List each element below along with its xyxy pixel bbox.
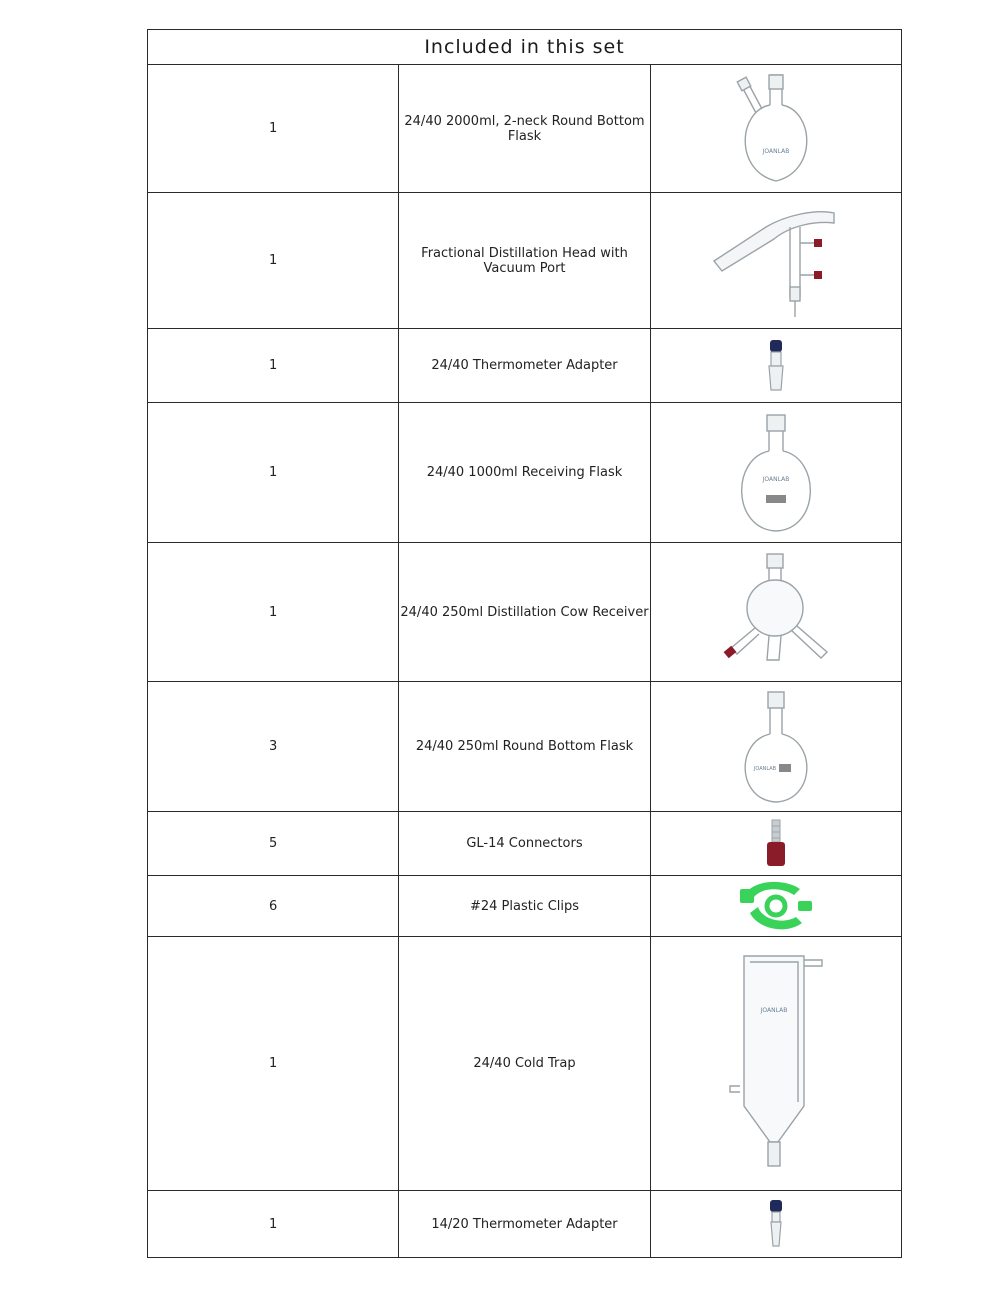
cold-trap-icon — [716, 946, 836, 1182]
item-image-cell — [650, 876, 901, 937]
table-header-row — [148, 30, 902, 65]
port-cap — [814, 239, 822, 247]
item-description: 24/40 Thermometer Adapter — [399, 329, 650, 403]
round-bottom-flask-icon — [731, 688, 821, 806]
brand-mark: JOANLAB — [762, 147, 790, 155]
plastic-clip-icon — [736, 879, 816, 933]
item-quantity: 1 — [148, 937, 399, 1191]
item-image-cell — [650, 193, 901, 329]
item-description: 24/40 250ml Distillation Cow Receiver — [399, 543, 650, 682]
thermometer-adapter-small-icon — [761, 1196, 791, 1252]
brand-mark: JOANLAB — [760, 1006, 788, 1014]
item-image-cell — [650, 403, 901, 543]
item-image-cell — [650, 937, 901, 1191]
item-quantity: 1 — [148, 1191, 399, 1258]
item-description: 24/40 2000ml, 2-neck Round Bottom Flask — [399, 65, 650, 193]
item-quantity: 1 — [148, 543, 399, 682]
included-items-table — [147, 29, 902, 1258]
table-row — [148, 1191, 902, 1258]
table-row — [148, 193, 902, 329]
item-image-cell — [650, 812, 901, 876]
table-row — [148, 812, 902, 876]
port-cap — [723, 646, 736, 659]
table-row — [148, 543, 902, 682]
label-patch — [766, 495, 786, 503]
receiving-flask-icon — [726, 411, 826, 535]
item-quantity: 5 — [148, 812, 399, 876]
item-description: Fractional Distillation Head with Vacuum Port — [399, 193, 650, 329]
item-quantity: 1 — [148, 65, 399, 193]
item-image-cell — [650, 543, 901, 682]
item-image-cell — [650, 329, 901, 403]
table-row — [148, 682, 902, 812]
item-description: #24 Plastic Clips — [399, 876, 650, 937]
item-quantity: 3 — [148, 682, 399, 812]
item-image-cell — [650, 65, 901, 193]
brand-mark: JOANLAB — [762, 475, 790, 483]
item-image-cell — [650, 1191, 901, 1258]
table-title: Included in this set — [148, 30, 902, 65]
item-description: 24/40 250ml Round Bottom Flask — [399, 682, 650, 812]
port-cap — [814, 271, 822, 279]
gl14-connector-icon — [761, 816, 791, 872]
two-neck-flask-icon — [716, 71, 836, 187]
item-quantity: 1 — [148, 329, 399, 403]
item-quantity: 1 — [148, 403, 399, 543]
table-row — [148, 876, 902, 937]
table-row — [148, 937, 902, 1191]
label-patch — [779, 764, 791, 772]
item-quantity: 6 — [148, 876, 399, 937]
table-row — [148, 329, 902, 403]
item-quantity: 1 — [148, 193, 399, 329]
item-image-cell — [650, 682, 901, 812]
item-description: 24/40 Cold Trap — [399, 937, 650, 1191]
thermometer-adapter-icon — [761, 336, 791, 396]
item-description: 14/20 Thermometer Adapter — [399, 1191, 650, 1258]
brand-mark: JOANLAB — [753, 765, 776, 772]
table-row — [148, 65, 902, 193]
distillation-head-icon — [706, 199, 846, 323]
item-description: GL-14 Connectors — [399, 812, 650, 876]
item-description: 24/40 1000ml Receiving Flask — [399, 403, 650, 543]
cow-receiver-icon — [711, 550, 841, 674]
table-row — [148, 403, 902, 543]
